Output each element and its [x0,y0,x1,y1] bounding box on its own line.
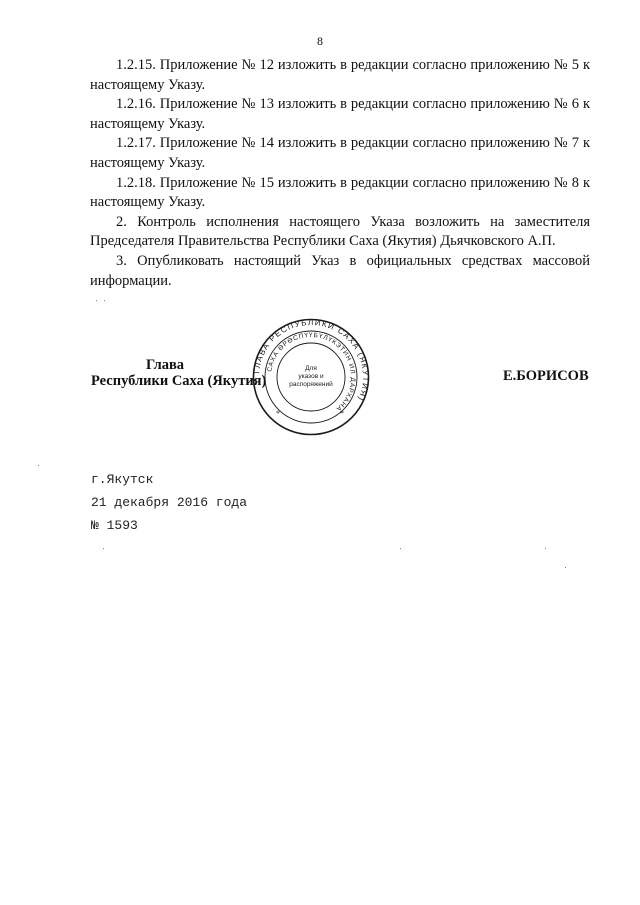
paragraph-1-2-15: 1.2.15. Приложение № 12 изложить в редакции согласно приложению № 5 к настоящему Указу. [90,57,590,93]
paragraph-1-2-17: 1.2.17. Приложение № 14 изложить в редакции согласно приложению № 7 к настоящему Указу. [90,135,590,171]
signatory-name: Е.БОРИСОВ [503,368,589,384]
signature-title-line2: Республики Саха (Якутия) [91,373,267,389]
svg-text:*: * [340,409,344,418]
scan-speck [38,465,39,466]
scan-speck [103,548,104,549]
paragraph-3-publish: 3. Опубликовать настоящий Указ в официальных средствах массовой информации. [90,252,590,289]
decree-date: 21 декабря 2016 года [91,495,248,510]
official-seal-stamp [252,318,370,436]
seal-center-line3: распоряжений [289,381,333,388]
paragraph-1-2-16: 1.2.16. Приложение № 13 изложить в редакции согласно приложению № 6 к настоящему Указу. [90,96,590,132]
scan-speck [104,300,105,301]
decree-number: № 1593 [91,518,138,533]
scan-speck [565,567,566,568]
scan-speck [400,548,401,549]
seal-inner-text: САХА ӨРӨСПҮҮБҮЛҮКЭТИН ИЛ ДАРХАНА [266,331,357,413]
paragraph-2-control: 2. Контроль исполнения настоящего Указа возложить на заместителя Председателя Правительства Республики Саха (Якутия) Дьячковского А.П. [90,213,590,250]
seal-center-line1: Для [305,365,317,372]
seal-center-line2: указов и [298,373,324,380]
place-of-signing: г.Якутск [91,472,154,487]
signature-title-line1: Глава [146,357,185,373]
page-number: 8 [317,34,323,48]
scan-speck [545,548,546,549]
decree-body [90,56,590,291]
svg-text:*: * [276,409,280,418]
seal-outer-text: ГЛАВА РЕСПУБЛИКИ САХА (ЯКУТИЯ) [252,318,370,403]
paragraph-1-2-18: 1.2.18. Приложение № 15 изложить в редакции согласно приложению № 8 к настоящему Указу. [90,174,590,211]
scan-speck [96,300,97,301]
